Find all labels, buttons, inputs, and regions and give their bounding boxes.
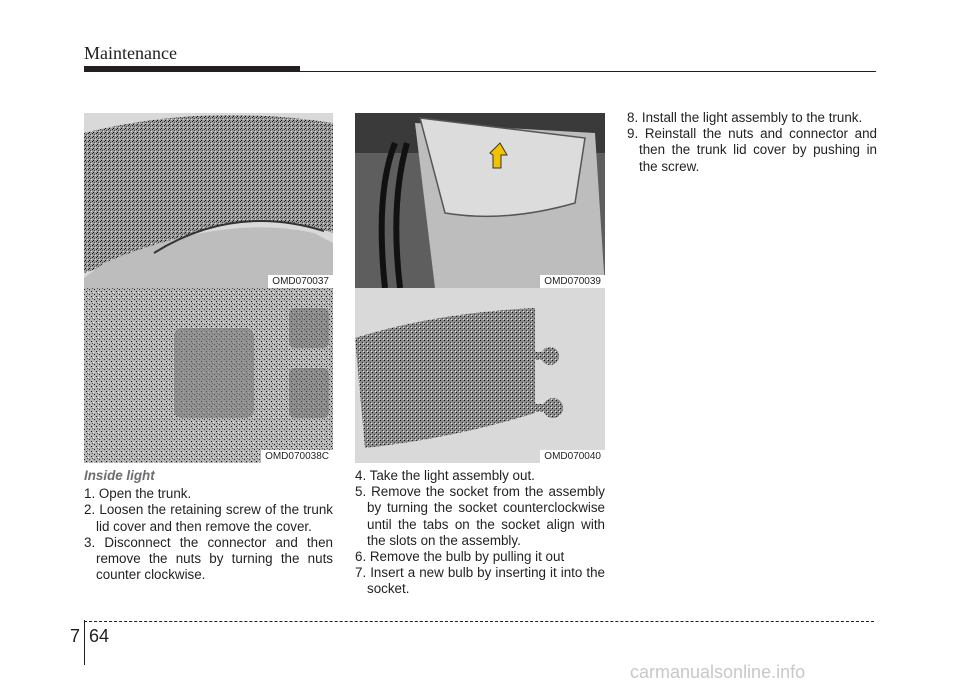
column-3-text	[627, 110, 877, 175]
chapter-number: 7	[70, 626, 81, 646]
step-9: 9. Reinstall the nuts and connector and then the trunk lid cover by pushing in the screw.	[627, 126, 877, 174]
step-6: 6. Remove the bulb by pulling it out	[355, 549, 565, 565]
header-rule-thick	[84, 66, 300, 72]
figure-code-label: OMD070038C	[261, 450, 333, 463]
page-number: 64	[89, 626, 110, 646]
step-7: 7. Insert a new bulb by inserting it into the socket.	[355, 565, 605, 597]
column-2-text	[355, 468, 605, 598]
step-8: 8. Install the light assembly to the trunk.	[627, 110, 863, 125]
figure-light-assembly	[355, 113, 605, 288]
figure-code-label: OMD070039	[540, 275, 605, 288]
light-assembly-illustration	[355, 113, 605, 288]
trunk-open-illustration	[84, 113, 333, 288]
figure-trunk-lid-cover	[84, 288, 333, 463]
footer-vertical-rule	[84, 620, 85, 665]
column-1-text	[84, 468, 333, 583]
step-2: 2. Loosen the retaining screw of the trunk lid cover and then remove the cover.	[84, 502, 333, 534]
bulb-socket-illustration	[355, 288, 605, 463]
step-5: 5. Remove the socket from the assembly by turning the socket counterclockwise until the tabs on the socket align with the slots on the assembly.	[355, 484, 605, 548]
figure-code-label: OMD070037	[268, 275, 333, 288]
figure-code-label: OMD070040	[540, 450, 605, 463]
page-header-title: Maintenance	[84, 43, 177, 63]
step-4: 4. Take the light assembly out.	[355, 468, 535, 483]
figure-bulb-socket	[355, 288, 605, 463]
header-rule-thin	[300, 71, 876, 72]
step-3: 3. Disconnect the connector and then remove the nuts by turning the nuts counter clockwise.	[84, 534, 333, 583]
step-1: 1. Open the trunk.	[84, 486, 192, 502]
section-title: Inside light	[84, 468, 155, 483]
trunk-lid-cover-illustration	[84, 288, 333, 463]
watermark-text: carmanualsonline.info	[630, 662, 806, 682]
footer-dashed-rule	[84, 621, 874, 622]
figure-trunk-open	[84, 113, 333, 288]
